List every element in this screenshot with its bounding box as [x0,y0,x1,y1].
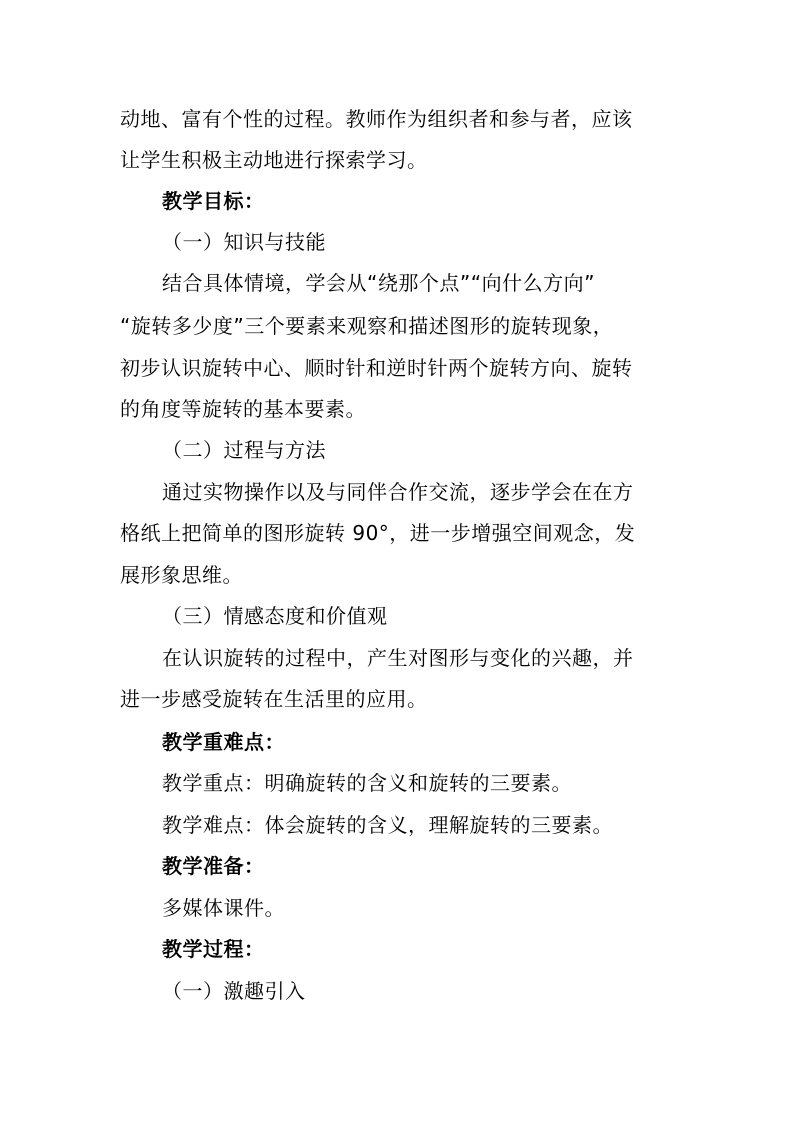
paragraph-line: 格纸上把简单的图形旋转 90°，进一步增强空间观念，发 [120,521,636,545]
section-heading-preparation: 教学准备： [162,854,265,878]
paragraph-line: 教学重点：明确旋转的含义和旋转的三要素。 [162,771,572,795]
paragraph-line: 多媒体课件。 [162,896,285,920]
paragraph-line: 结合具体情境，学会从“绕那个点”“向什么方向” [162,271,595,295]
section-heading-objectives: 教学目标： [162,189,265,213]
subheading-introduction: （一）激趣引入 [162,979,306,1003]
paragraph-line: 动地、富有个性的过程。教师作为组织者和参与者，应该 [120,107,633,131]
paragraph-line: 在认识旋转的过程中，产生对图形与变化的兴趣，并 [162,646,634,670]
subheading-process-method: （二）过程与方法 [162,438,326,462]
paragraph-line: 进一步感受旋转在生活里的应用。 [120,687,428,711]
paragraph-line: 的角度等旋转的基本要素。 [120,397,366,421]
paragraph-line: 让学生积极主动地进行探索学习。 [120,148,428,172]
paragraph-line: “旋转多少度”三个要素来观察和描述图形的旋转现象， [120,314,614,338]
paragraph-line: 通过实物操作以及与同伴合作交流，逐步学会在在方 [162,480,634,504]
subheading-emotion-values: （三）情感态度和价值观 [162,604,388,628]
section-heading-key-points: 教学重难点： [162,730,285,754]
paragraph-line: 展形象思维。 [120,563,243,587]
section-heading-process: 教学过程： [162,937,265,961]
subheading-knowledge-skills: （一）知识与技能 [162,230,326,254]
paragraph-line: 教学难点：体会旋转的含义，理解旋转的三要素。 [162,813,613,837]
paragraph-line: 初步认识旋转中心、顺时针和逆时针两个旋转方向、旋转 [120,356,633,380]
